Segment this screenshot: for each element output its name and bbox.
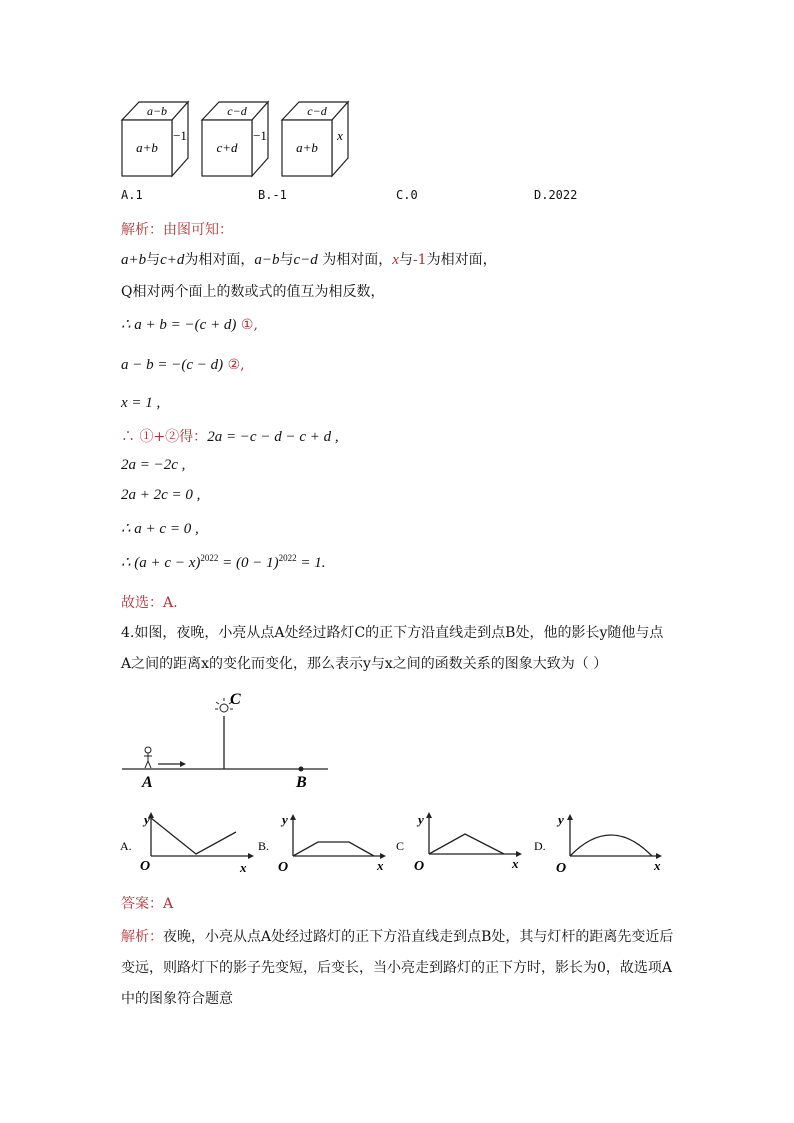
graph-c-curve <box>429 834 504 854</box>
graph-a-label: A. <box>120 839 132 853</box>
graph-b <box>258 812 386 875</box>
graph-d-origin: O <box>556 861 567 876</box>
equation-6: 2a + 2c = 0 , <box>121 487 201 503</box>
text-opposite-3: 为相对面， <box>426 252 497 268</box>
cube-2-front: c+d <box>216 140 238 155</box>
explain-line-3: 中的图象符合题意 <box>121 991 233 1007</box>
q3-option-d: D.2022 <box>534 188 578 202</box>
equation-1-math: ∴ a + b = −(c + d) <box>121 317 237 333</box>
graph-d-curve <box>570 835 652 856</box>
expr-c-plus-d: c+d <box>160 252 185 268</box>
graph-a-y: y <box>144 812 150 827</box>
q3-option-b: B.-1 <box>258 188 287 202</box>
cube-2-side: −1 <box>253 128 267 143</box>
equation-1-tag: ①, <box>240 317 258 333</box>
q4-line-1: 4.如图，夜晚，小亮从点A处经过路灯C的正下方沿直线走到点B处，他的影长y随他与点 <box>121 625 664 641</box>
answer: 答案：A <box>121 896 174 912</box>
equation-2-tag: ②, <box>227 357 245 373</box>
equation-4 <box>121 426 339 446</box>
graph-b-y: y <box>282 812 288 827</box>
graph-a-origin: O <box>140 859 151 874</box>
text-opposite: 为相对面， <box>184 252 255 268</box>
label-a: A <box>142 774 153 791</box>
expr-a-minus-b: a−b <box>254 252 280 268</box>
graph-b-origin: O <box>278 860 289 875</box>
equation-8 <box>121 553 325 572</box>
graph-d-x: x <box>654 858 661 873</box>
cube-figure <box>118 100 358 180</box>
equation-1 <box>121 315 258 334</box>
option-graphs <box>118 810 678 882</box>
choose-answer: 故选：A. <box>121 595 178 611</box>
point-b <box>299 767 304 772</box>
explain-line-2: 变远，则路灯下的影子先变短，后变长，当小亮走到路灯的正下方时，影长为0，故选项A <box>121 960 673 976</box>
graph-d <box>534 812 662 876</box>
cube-3-front: a+b <box>296 140 318 155</box>
cube-2 <box>202 102 268 176</box>
equation-2 <box>121 357 245 374</box>
equation-8-lhs: ∴ (a + c − x) <box>121 555 201 571</box>
equation-8-exp-1: 2022 <box>200 553 219 563</box>
opposite-faces-line <box>121 249 497 269</box>
graph-b-curve <box>293 842 374 856</box>
label-b: B <box>296 774 307 791</box>
graph-c-label: C <box>396 839 405 853</box>
equation-4-prefix: ∴ ①+②得： <box>121 429 208 445</box>
equation-8-mid: = (0 − 1) <box>218 555 279 571</box>
text-and-2: 与 <box>279 252 294 268</box>
reason-line: Q相对两个面上的数或式的值互为相反数， <box>121 284 385 300</box>
cube-3 <box>282 102 348 176</box>
equation-2-math: a − b = −(c − d) <box>121 357 224 373</box>
graph-d-label: D. <box>534 839 546 853</box>
cube-3-top: c−d <box>307 104 327 118</box>
arrow-icon <box>158 761 186 767</box>
text-and: 与 <box>146 252 161 268</box>
explain-line-1: 解析：夜晚，小亮从点A处经过路灯的正下方沿直线走到点B处，其与灯杆的距离先变近后 <box>121 929 674 945</box>
q4-line-2: A之间的距离x的变化而变化，那么表示y与x之间的函数关系的图象大致为（ ） <box>121 656 608 672</box>
graph-d-y: y <box>558 812 564 827</box>
graph-b-label: B. <box>258 839 270 853</box>
graph-a-curve <box>151 818 236 854</box>
expr-c-minus-d: c−d <box>293 252 318 268</box>
equation-8-exp-2: 2022 <box>278 553 297 563</box>
expr-minus-one: -1 <box>412 252 427 268</box>
q3-option-c: C.0 <box>396 188 418 202</box>
cube-1-front: a+b <box>136 140 158 155</box>
equation-3: x = 1 , <box>121 395 161 411</box>
text-opposite-2: 为相对面， <box>317 252 393 268</box>
equation-4-math: 2a = −c − d − c + d , <box>207 429 339 445</box>
equation-8-rhs: = 1. <box>296 555 326 571</box>
graph-a <box>120 812 254 875</box>
cube-1 <box>122 102 188 176</box>
equation-7: ∴ a + c = 0 , <box>121 521 199 537</box>
expr-a-plus-b: a+b <box>121 252 147 268</box>
person-icon <box>144 747 152 768</box>
graph-b-x: x <box>377 858 384 873</box>
equation-5: 2a = −2c , <box>121 457 186 473</box>
graph-c-y: y <box>418 812 424 827</box>
explain-line-1-body: 夜晚，小亮从点A处经过路灯的正下方沿直线走到点B处，其与灯杆的距离先变近后 <box>163 929 674 945</box>
graph-c-origin: O <box>414 859 425 874</box>
graph-c-x: x <box>512 856 519 871</box>
lamp-figure <box>118 688 338 792</box>
graph-c <box>396 812 522 874</box>
label-c: C <box>230 691 241 708</box>
analysis-label: 解析：由图可知： <box>121 222 233 238</box>
graph-a-x: x <box>240 860 247 875</box>
cube-3-side: x <box>337 128 343 143</box>
cube-1-top: a−b <box>146 104 168 118</box>
cube-2-top: c−d <box>227 104 247 118</box>
cube-1-side: −1 <box>173 128 187 143</box>
text-and-3: 与 <box>398 252 413 268</box>
expr-x: x <box>392 252 399 268</box>
q3-option-a: A.1 <box>121 188 143 202</box>
